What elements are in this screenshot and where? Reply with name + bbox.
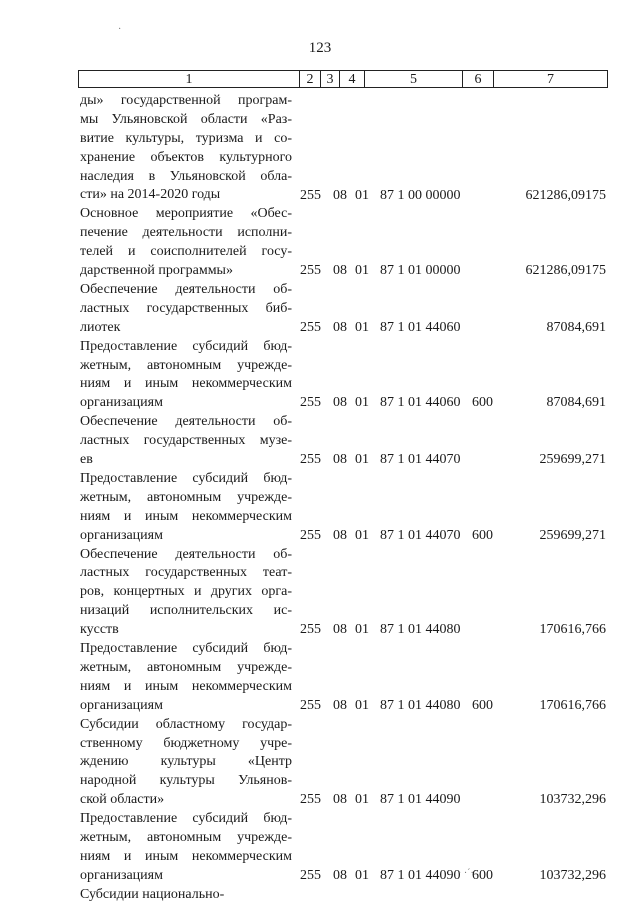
description-line: жетным, автономным учрежде- [80,489,292,505]
target-article-code: 87 1 01 44070 [380,527,461,543]
section-code: 08 [333,697,347,713]
amount-value: 621286,09175 [525,263,606,279]
header-col-5: 5 [365,71,463,87]
table-header [78,70,608,88]
expense-type-code: 600 [472,395,493,411]
row-codes [0,451,640,469]
amount-value: 259699,271 [539,452,606,468]
target-article-code: 87 1 00 00000 [380,187,461,203]
description-line: ниям и иным некоммерческим [80,376,292,392]
row-codes [0,697,640,715]
section-code: 08 [333,792,347,808]
amount-value: 87084,691 [546,319,606,335]
row-codes [0,187,640,205]
description-line: Субсидии областному государ- [80,716,292,732]
description-line: дарственной программы» [80,263,233,279]
description-line: печение деятельности исполни- [80,225,292,241]
description-line: ственному бюджетному учре- [80,735,292,751]
description-line: ждению культуры «Центр [80,754,292,770]
amount-value: 103732,296 [539,792,606,808]
header-col-1: 1 [79,71,300,87]
subsection-code: 01 [355,263,369,279]
description-line: Обеспечение деятельности об- [80,546,292,562]
description-line: организациям [80,527,163,543]
scan-speck: · [118,24,122,35]
section-code: 08 [333,319,347,335]
section-code: 08 [333,622,347,638]
description-line: Предоставление субсидий бюд- [80,338,292,354]
ministry-code: 255 [300,452,321,468]
target-article-code: 87 1 01 44090 [380,792,461,808]
target-article-code: 87 1 01 44090 [380,867,461,883]
expense-type-code: 600 [472,867,493,883]
subsection-code: 01 [355,697,369,713]
section-code: 08 [333,187,347,203]
row-codes [0,319,640,337]
section-code: 08 [333,452,347,468]
description-line: ев [80,452,93,468]
description-line: Основное мероприятие «Обес- [80,206,292,222]
ministry-code: 255 [300,319,321,335]
description-line: сти» на 2014-2020 годы [80,187,221,203]
description-line: ниям и иным некоммерческим [80,848,292,864]
ministry-code: 255 [300,622,321,638]
ministry-code: 255 [300,263,321,279]
ministry-code: 255 [300,697,321,713]
description-line: Предоставление субсидий бюд- [80,811,292,827]
section-code: 08 [333,395,347,411]
expense-type-code: 600 [472,527,493,543]
header-col-2: 2 [300,71,321,87]
header-col-7: 7 [547,72,554,87]
row-codes [0,791,640,809]
amount-value: 621286,09175 [525,187,606,203]
description-line: организациям [80,697,163,713]
row-codes [0,262,640,280]
description-line: ластных государственных музе- [80,433,292,449]
header-col-3: 3 [321,71,340,87]
target-article-code: 87 1 01 44070 [380,452,461,468]
amount-value: 259699,271 [539,527,606,543]
description-line: жетным, автономным учрежде- [80,659,292,675]
section-code: 08 [333,867,347,883]
subsection-code: 01 [355,452,369,468]
subsection-code: 01 [355,792,369,808]
description-line: жетным, автономным учрежде- [80,830,292,846]
ministry-code: 255 [300,187,321,203]
header-col-4: 4 [340,71,365,87]
amount-value: 170616,766 [539,697,606,713]
ministry-code: 255 [300,527,321,543]
description-line: хранение объектов культурного [80,149,292,165]
ministry-code: 255 [300,395,321,411]
description-line: Субсидии национально- [80,886,225,902]
row-codes [0,527,640,545]
target-article-code: 87 1 01 44060 [380,395,461,411]
description-line: ниям и иным некоммерческим [80,678,292,694]
amount-value: 103732,296 [539,867,606,883]
description-line: Предоставление субсидий бюд- [80,641,292,657]
description-line: кусств [80,622,119,638]
description-line: организациям [80,395,163,411]
description-line: лиотек [80,319,121,335]
subsection-code: 01 [355,527,369,543]
subsection-code: 01 [355,867,369,883]
description-line: ской области» [80,792,165,808]
row-codes [0,886,640,904]
description-line: жетным, автономным учрежде- [80,357,292,373]
expense-type-code: 600 [472,697,493,713]
description-line: мы Ульяновской области «Раз- [80,111,292,127]
ministry-code: 255 [300,867,321,883]
description-line: телей и соисполнителей госу- [80,244,292,260]
target-article-code: 87 1 01 00000 [380,263,461,279]
description-line: Обеспечение деятельности об- [80,282,292,297]
scan-speck: · ·ˊ· [458,868,474,879]
header-col-6: 6 [463,71,494,87]
subsection-code: 01 [355,187,369,203]
target-article-code: 87 1 01 44080 [380,697,461,713]
description-line: ниям и иным некоммерческим [80,508,292,524]
description-line: ластных государственных теат- [80,565,292,581]
description-line: наследия в Ульяновской обла- [80,168,292,184]
row-codes [0,621,640,639]
section-code: 08 [333,263,347,279]
description-line: Обеспечение деятельности об- [80,414,292,430]
subsection-code: 01 [355,319,369,335]
description-line: народной культуры Ульянов- [80,773,292,789]
row-codes [0,394,640,412]
page-number: 123 [308,40,332,56]
subsection-code: 01 [355,622,369,638]
target-article-code: 87 1 01 44080 [380,622,461,638]
description-line: ды» государственной програм- [80,93,292,108]
amount-value: 87084,691 [546,395,606,411]
ministry-code: 255 [300,792,321,808]
description-line: низаций исполнительских ис- [80,603,292,619]
description-line: ров, концертных и других орга- [80,584,292,600]
target-article-code: 87 1 01 44060 [380,319,461,335]
description-line: Предоставление субсидий бюд- [80,471,292,486]
section-code: 08 [333,527,347,543]
amount-value: 170616,766 [539,622,606,638]
description-line: ластных государственных биб- [80,300,292,316]
row-codes [0,867,640,885]
description-line: витие культуры, туризма и со- [80,130,292,146]
description-line: организациям [80,867,163,883]
subsection-code: 01 [355,395,369,411]
